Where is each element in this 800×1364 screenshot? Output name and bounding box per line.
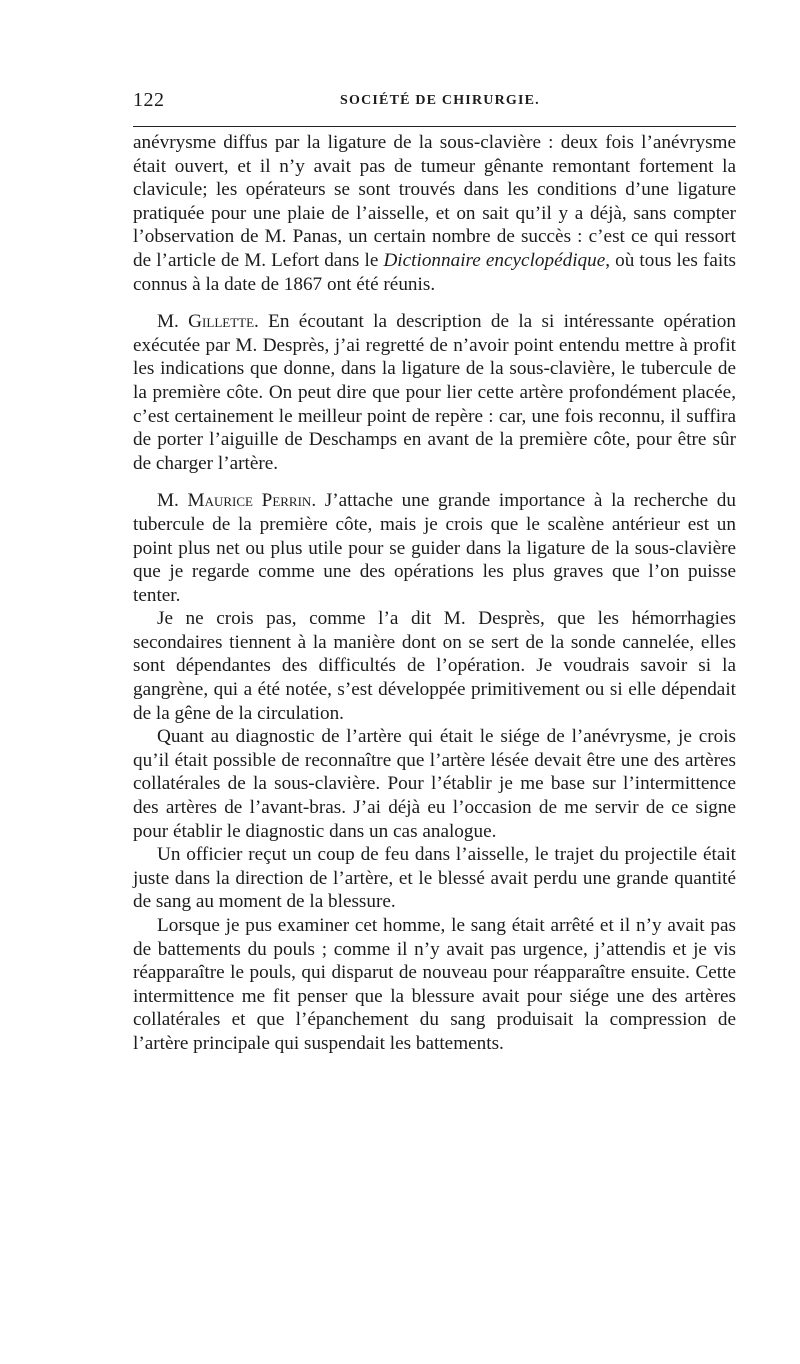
speaker-perrin: M. Maurice Perrin. [157, 490, 317, 512]
paragraph-5: Quant au diagnostic de l’artère qui était le siége de l’anévrysme, je crois qu’il était possible de reconnaître que l’artère lésée devait être une des artères collatérales de la sous-clavière. Pour l’établir je me base sur l’intermittence des artères de l’avant-bras. J’ai déjà eu l’occasion de me servir de ce signe pour établir le diagnostic dans un cas analogue. [133, 726, 736, 842]
running-head [133, 88, 736, 112]
paragraph-perrin [133, 489, 736, 607]
paragraph-4: Je ne crois pas, comme l’a dit M. Desprès, que les hémorrhagies secondaires tiennent à la manière dont on se sert de la sonde cannelée, elles sont dépendantes des difficultés de l’opération. Je voudrais savoir si la gangrène, qui a été notée, s’est développée primitivement ou si elle dépendait de la gêne de la circulation. [133, 608, 736, 724]
paragraph-gillette [133, 310, 736, 475]
paragraph-1-text-a: anévrysme diffus par la ligature de la sous-clavière : deux fois l’anévrysme était ouvert, et il n’y avait pas de tumeur gênante remontant fortement la clavicule; les opérateurs se sont trouvés dans les conditions d’une ligature pratiquée pour une plaie de l’aisselle, et on sait qu’il y a déjà, sans compter l’observation de M. Panas, un certain nombre de succès : c’est ce qui ressort de l’article de M. Lefort dans le [133, 132, 736, 271]
body-text [133, 131, 736, 1056]
page-number: 122 [133, 89, 165, 111]
paragraph-perrin-text: J’attache une grande importance à la recherche du tubercule de la première côte, mais je crois que le scalène antérieur est un point plus net ou plus utile pour se guider dans la ligature de la sous-clavière que je regarde comme une des opérations les plus graves que l’on puisse tenter. [133, 490, 736, 606]
paragraph-7: Lorsque je pus examiner cet homme, le sang était arrêté et il n’y avait pas de battements du pouls ; comme il n’y avait pas urgence, j’attendis et je vis réapparaître le pouls, qui disparut de nouveau pour réapparaître ensuite. Cette intermittence me fit penser que la blessure avait pour siége une des artères collatérales et que l’épanchement du sang produisait la compression de l’artère principale qui suspendait les battements. [133, 915, 736, 1054]
paragraph-1-text-b: , où tous les faits connus à la date de 1867 ont été réunis. [133, 249, 736, 295]
paragraph-6: Un officier reçut un coup de feu dans l’aisselle, le trajet du projectile était juste dans la direction de l’artère, et le blessé avait perdu une grande quantité de sang au moment de la blessure. [133, 844, 736, 913]
speaker-gillette: M. Gillette. [157, 311, 259, 333]
paragraph-gillette-text: En écoutant la description de la si intéressante opération exécutée par M. Desprès, j’ai regretté de n’avoir point entendu mettre à profit les indications que donne, dans la ligature de la sous-clavière, le tubercule de la première côte. On peut dire que pour lier cette artère profondément placée, c’est certainement le meilleur point de repère : car, une fois reconnu, il suffira de porter l’aiguille de Deschamps en avant de la première côte, pour être sûr de charger l’artère. [133, 311, 736, 474]
paragraph-1 [133, 131, 736, 296]
dictionary-title: Dictionnaire encyclopédique [383, 249, 606, 271]
journal-title: SOCIÉTÉ DE CHIRURGIE. [340, 93, 540, 108]
header-rule [133, 126, 736, 127]
